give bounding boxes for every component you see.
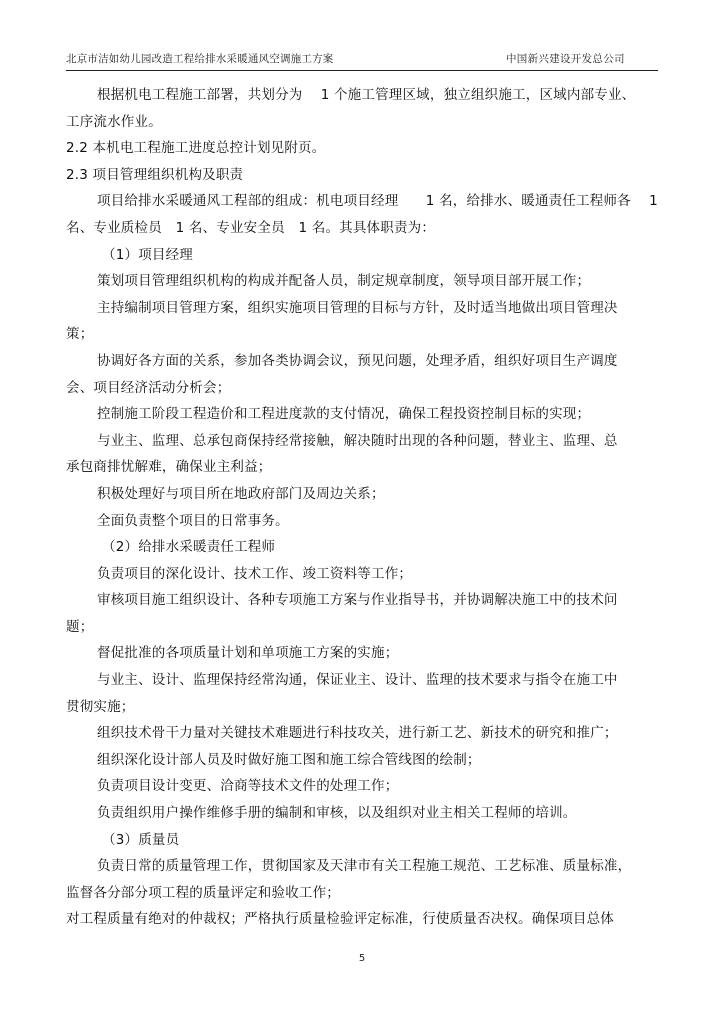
text-line: 项目给排水采暖通风工程部的组成：机电项目经理 1 名，给排水、暖通责任工程师各 1 [97, 193, 658, 210]
text-line: 贯彻实施； [66, 698, 135, 715]
header-company-name: 中国新兴建设开发总公司 [506, 53, 625, 65]
text-line: 负责日常的质量管理工作，贯彻国家及天津市有关工程施工规范、工艺标准、质量标准， [97, 858, 632, 875]
text-line: 组织技术骨干力量对关键技术难题进行科技攻关，进行新工艺、新技术的研究和推广； [97, 725, 618, 742]
text-line: 2.3 项目管理组织机构及职责 [66, 166, 244, 183]
text-line: 负责项目设计变更、洽商等技术文件的处理工作； [97, 778, 399, 795]
page-number: 5 [358, 953, 366, 964]
text-line: 名、专业质检员 1 名、专业安全员 1 名。其具体职责为： [66, 219, 436, 236]
text-line: 全面负责整个项目的日常事务。 [97, 512, 289, 529]
text-line: 策； [66, 326, 94, 343]
text-line: 根据机电工程施工部署，共划分为 1 个施工管理区域，独立组织施工，区域内部专业、 [97, 87, 636, 103]
text-line: 负责项目的深化设计、技术工作、竣工资料等工作； [97, 565, 413, 582]
text-line: 承包商排忧解难，确保业主利益； [66, 459, 272, 476]
header-project-title: 北京市洁如幼儿园改造工程给排水采暖通风空调施工方案 [66, 53, 334, 65]
text-line: （3）质量员 [102, 831, 180, 848]
text-line: 负责组织用户操作维修手册的编制和审核，以及组织对业主相关工程师的培训。 [97, 805, 577, 822]
text-line: （2）给排水采暖责任工程师 [102, 539, 276, 556]
text-line: 主持编制项目管理方案，组织实施项目管理的目标与方针，及时适当地做出项目管理决 [97, 299, 618, 316]
text-line: 题； [66, 618, 94, 635]
text-line: 组织深化设计部人员及时做好施工图和施工综合管线图的绘制； [97, 751, 481, 768]
text-line: 监督各分部分项工程的质量评定和验收工作； [66, 884, 340, 901]
text-line: 工序流水作业。 [66, 113, 162, 130]
text-line: 对工程质量有绝对的仲裁权；严格执行质量检验评定标准，行使质量否决权。确保项目总体 [66, 911, 614, 928]
text-line: （1）项目经理 [102, 246, 193, 263]
document-body [66, 82, 658, 933]
text-line: 协调好各方面的关系，参加各类协调会议，预见问题，处理矛盾，组织好项目生产调度 [97, 352, 618, 369]
page-header [66, 48, 658, 71]
text-line: 与业主、监理、总承包商保持经常接触，解决随时出现的各种问题，替业主、监理、总 [97, 432, 618, 449]
text-line: 审核项目施工组织设计、各种专项施工方案与作业指导书，并协调解决施工中的技术问 [97, 592, 618, 609]
text-line: 会、项目经济活动分析会； [66, 379, 231, 396]
text-line: 控制施工阶段工程造价和工程进度款的支付情况，确保工程投资控制目标的实现； [97, 406, 591, 423]
text-line: 与业主、设计、监理保持经常沟通，保证业主、设计、监理的技术要求与指令在施工中 [97, 672, 618, 689]
text-line: 2.2 本机电工程施工进度总控计划见附页。 [66, 140, 326, 157]
text-line: 积极处理好与项目所在地政府部门及周边关系； [97, 485, 385, 502]
text-line: 督促批准的各项质量计划和单项施工方案的实施； [97, 645, 399, 662]
text-line: 策划项目管理组织机构的构成并配备人员，制定规章制度，领导项目部开展工作； [97, 273, 591, 290]
